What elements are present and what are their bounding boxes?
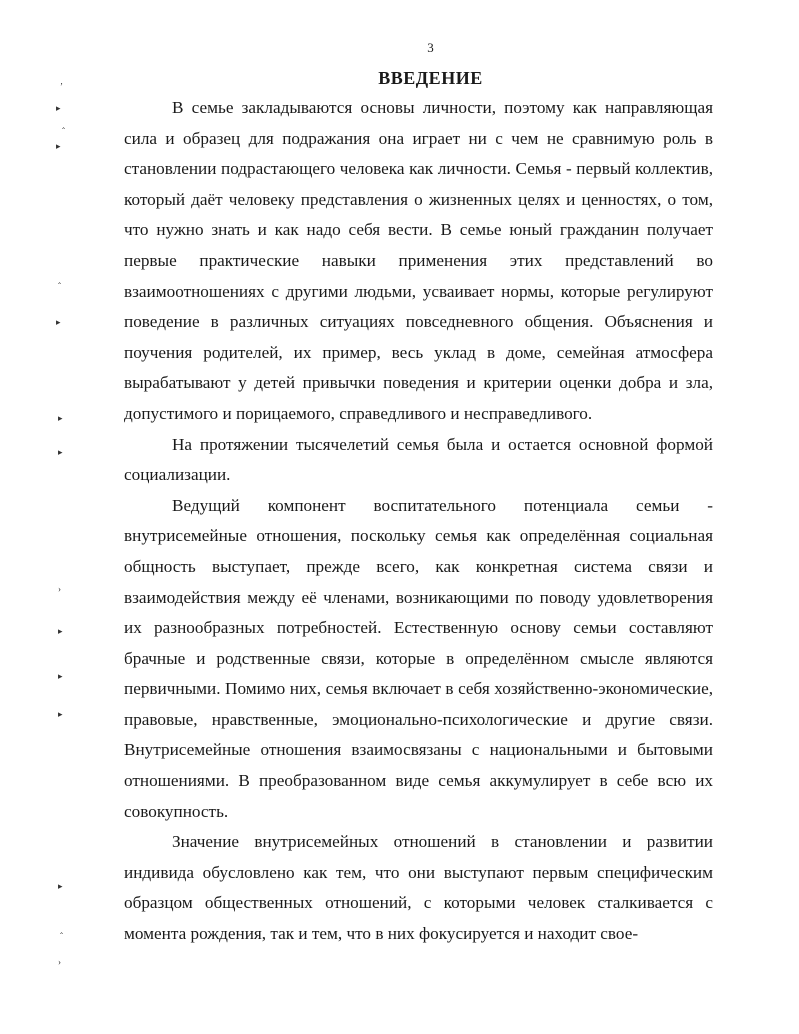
section-heading: ВВЕДЕНИЕ	[378, 68, 483, 88]
page-number: 3	[427, 40, 434, 55]
margin-mark: ▸	[58, 413, 63, 423]
margin-mark: ▸	[56, 141, 61, 151]
margin-mark: ▸	[56, 103, 61, 113]
margin-mark: ‸	[62, 119, 66, 129]
margin-mark: ▸	[58, 881, 63, 891]
margin-mark: ‸	[58, 274, 62, 284]
margin-mark: ▸	[58, 709, 63, 719]
margin-mark: ▸	[58, 626, 63, 636]
margin-mark: ‸	[60, 924, 64, 934]
body-text	[124, 93, 713, 950]
paragraph-4: Значение внутрисемейных отношений в становлении и развитии индивида обусловлено как тем, что они выступают первым специфическим образцом общественных отношений, с которыми человек сталкивается с момента рождения, так и тем, что в них фокусируется и находит свое-	[124, 832, 713, 944]
paragraph-2: На протяжении тысячелетий семья была и остается основной формой социализации.	[124, 434, 713, 485]
margin-mark: ▸	[56, 317, 61, 327]
margin-mark: ▸	[58, 447, 63, 457]
margin-mark: ›	[58, 584, 61, 594]
margin-mark: ‚	[60, 76, 63, 86]
paragraph-1: В семье закладываются основы личности, поэтому как направляющая сила и образец для подражания она играет ни с чем не сравнимую роль в становлении подрастающего человека как личности. Семья - первый коллектив, который даёт человеку представления о жизненных целях и ценностях, о том, что нужно знать и как надо себя вести. В семье юный гражданин получает первые практические навыки применения этих представлений во взаимоотношениях с другими людьми, усваивает нормы, которые регулируют поведение в различных ситуациях повседневного общения. Объяснения и поучения родителей, их пример, весь уклад в доме, семейная атмосфера вырабатывают у детей привычки поведения и критерии оценки добра и зла, допустимого и порицаемого, справедливого и несправедливого.	[124, 98, 713, 423]
margin-mark: ›	[58, 957, 61, 967]
paragraph-3: Ведущий компонент воспитательного потенциала семьи - внутрисемейные отношения, поскольку семья как определённая социальная общность выступает, прежде всего, как конкретная система связи и взаимодействия между её членами, возникающими по поводу удовлетворения их разнообразных потребностей. Естественную основу семьи составляют брачные и родственные связи, которые в определённом смысле являются первичными. Помимо них, семья включает в себя хозяйственно-экономические, правовые, нравственные, эмоционально-психологические и другие связи. Внутрисемейные отношения взаимосвязаны с национальными и бытовыми отношениями. В преобразованном виде семья аккумулирует в себе всю их совокупность.	[124, 495, 713, 821]
margin-mark: ▸	[58, 671, 63, 681]
